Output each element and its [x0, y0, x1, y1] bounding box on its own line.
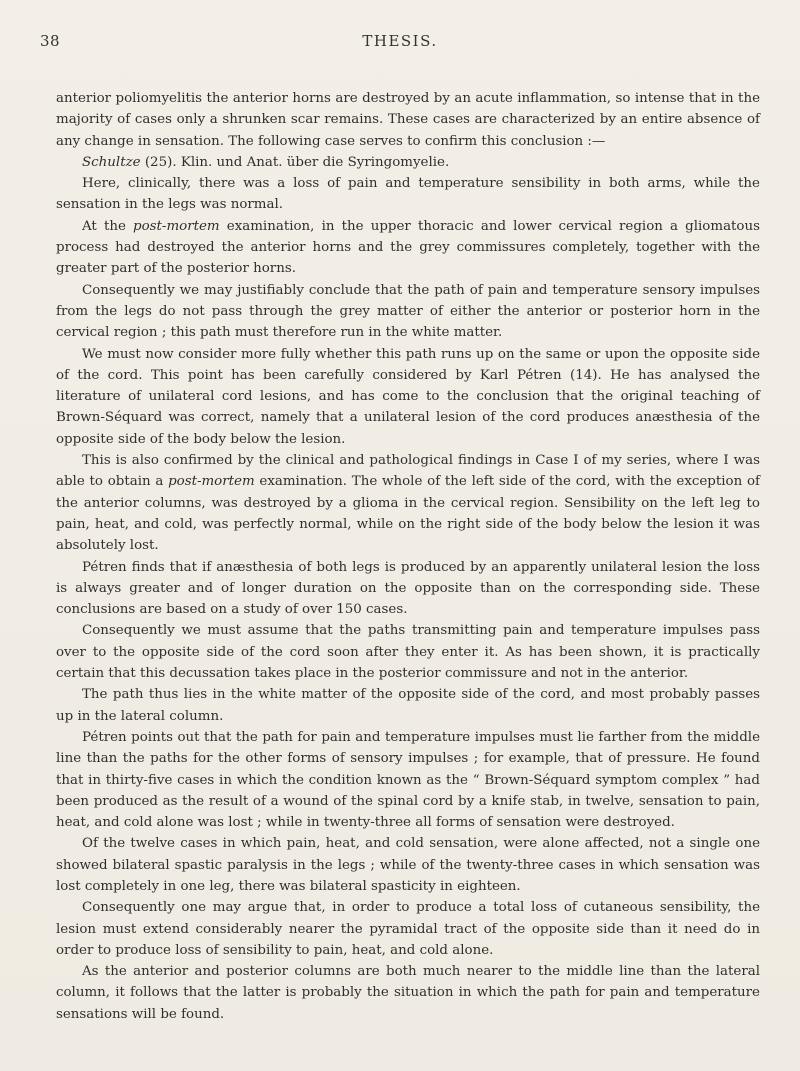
paragraph: Consequently one may argue that, in order to produce a total loss of cutaneous sensibility, the lesion must extend considerably nearer the pyramidal tract of the opposite side than it need do in order to produce loss of sensibility to pain, heat, and cold alone.	[56, 900, 760, 958]
paragraph: At the post-mortem examination, in the upper thoracic and lower cervical region a gliomatous process had destroyed the anterior horns and the grey commissures completely, together with the greater part of the posterior horns.	[56, 218, 760, 277]
paragraph: Pétren points out that the path for pain and temperature impulses must lie farther from the middle line than the paths for the other forms of sensory impulses ; for example, that of pressure. He found that in thirty-five cases in which the condition known as the “ Brown-Séquard symptom complex ” had been produced as the result of a wound of the spinal cord by a knife stab, in twelve, sensation to pain, heat, and cold alone was lost ; while in twenty-three all forms of sensation were destroyed.	[56, 729, 760, 831]
paragraph: As the anterior and posterior columns are both much nearer to the middle line than the lateral column, it follows that the latter is probably the situation in which the path for pain and temperature sensations will be found.	[56, 964, 760, 1022]
paragraph: Consequently we must assume that the paths transmitting pain and temperature impulses pass over to the opposite side of the cord soon after they enter it. As has been shown, it is practically certain that this decussation takes place in the posterior commissure and not in the anterior.	[56, 623, 760, 682]
italic-term: post-mortem	[168, 474, 255, 490]
paragraph: Pétren finds that if anæsthesia of both legs is produced by an apparently unilateral lesion the loss is always greater and of longer duration on the opposite than on the corresponding side. These conclusions are based on a study of over 150 cases.	[56, 559, 760, 618]
paragraph: The path thus lies in the white matter of the opposite side of the cord, and most probably passes up in the lateral column.	[56, 687, 760, 724]
page-number: 38	[40, 32, 61, 50]
author-name: Schultze	[82, 154, 141, 170]
reference-paragraph: Schultze (25). Klin. und Anat. über die Syringomyelie.	[82, 154, 450, 170]
paragraph: Consequently we may justifiably conclude that the path of pain and temperature sensory impulses from the legs do not pass through the grey matter of either the anterior or posterior horn in the cervical region ; this path must therefore run in the white matter.	[56, 282, 760, 341]
paragraph: Here, clinically, there was a loss of pain and temperature sensibility in both arms, while the sensation in the legs was normal.	[56, 176, 760, 213]
paragraph: We must now consider more fully whether this path runs up on the same or upon the opposite side of the cord. This point has been carefully considered by Karl Pétren (14). He has analysed the literature of unilateral cord lesions, and has come to the conclusion that the original teaching of Brown-Séquard was correct, namely that a unilateral lesion of the cord produces anæsthesia of the opposite side of the body below the lesion.	[56, 346, 760, 447]
body-text	[56, 88, 760, 1025]
paragraph: Of the twelve cases in which pain, heat, and cold sensation, were alone affected, not a single one showed bilateral spastic paralysis in the legs ; while of the twenty-three cases in which sensation was lost completely in one leg, there was bilateral spasticity in eighteen.	[56, 836, 760, 894]
running-title: THESIS.	[362, 32, 438, 50]
paragraph: anterior poliomyelitis the anterior horns are destroyed by an acute inflammation, so intense that in the majority of cases only a shrunken scar remains. These cases are characterized by an entire absence of any change in sensation. The following case serves to confirm this conclusion :—	[56, 91, 760, 149]
italic-term: post-mortem	[133, 218, 220, 234]
paragraph: This is also confirmed by the clinical and pathological findings in Case I of my series, where I was able to obtain a post-mortem examination. The whole of the left side of the cord, with the exception of the anterior columns, was destroyed by a glioma in the cervical region. Sensibility on the left leg to pain, heat, and cold, was perfectly normal, while on the right side of the body below the lesion it was absolutely lost.	[56, 453, 760, 554]
